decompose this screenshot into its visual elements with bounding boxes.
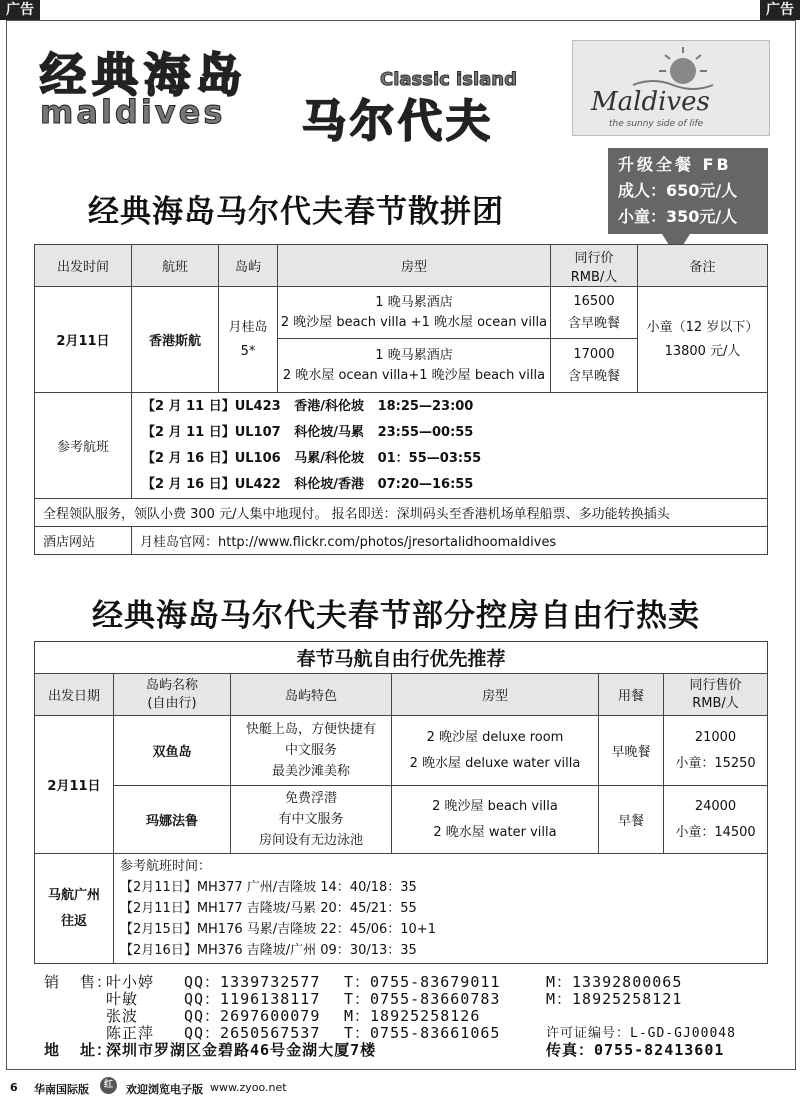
- contact-qq: QQ：2650567537: [184, 1024, 321, 1042]
- island-1-feature: 中文服务: [284, 743, 337, 758]
- island-2-name: 玛娜法鲁: [114, 786, 231, 854]
- island-rating: 5*: [240, 343, 256, 359]
- sales-label: 销 售：: [44, 973, 113, 991]
- cell-island: [219, 287, 278, 393]
- contact-mobile: M：13392800065: [546, 973, 683, 991]
- ad-label-right: 广告: [760, 0, 800, 20]
- th-note: 备注: [638, 245, 768, 287]
- website-link[interactable]: 月桂岛官网：http://www.flickr.com/photos/jresortalidhoomaldives: [132, 527, 768, 555]
- logo-tagline: the sunny side of life: [609, 119, 704, 129]
- ref-flights-label: 参考航班: [35, 393, 132, 499]
- price-option-2-meal: 含早晚餐: [567, 368, 620, 384]
- mh-flights-list: [114, 854, 768, 964]
- contact-row: [44, 974, 774, 991]
- contact-mobile: M：18925258126: [344, 1007, 481, 1025]
- edition-name: 华南国际版: [34, 1083, 89, 1096]
- island-1-price-adult: 21000: [694, 729, 737, 745]
- contact-qq: QQ：1196138117: [184, 990, 321, 1008]
- banner-subtitle-en: Classic island: [380, 69, 517, 90]
- fax: 传真：0755-82413601: [546, 1041, 725, 1059]
- th-date: 出发时间: [35, 245, 132, 287]
- room-option-2: [278, 339, 551, 393]
- island-2-rooms: [392, 786, 599, 854]
- website-label: 酒店网站: [35, 527, 132, 555]
- contacts-block: [44, 974, 774, 1059]
- spacer: [44, 1008, 106, 1025]
- section2-title: 经典海岛马尔代夫春节部分控房自由行热卖: [92, 598, 700, 634]
- th-flight: 航班: [132, 245, 219, 287]
- room-option-1-line-1: 1 晚马累酒店: [375, 294, 453, 310]
- cell-date: 2月11日: [35, 287, 132, 393]
- island-1-features: [231, 716, 392, 786]
- th-price: [551, 245, 638, 287]
- mh-flight-row: 【2月15日】MH176 马累/吉隆坡 22：45/06：10+1: [120, 922, 436, 937]
- th2-date: 出发日期: [35, 674, 114, 716]
- th-room: 房型: [278, 245, 551, 287]
- island-2-room: 2 晚沙屋 beach villa: [432, 798, 558, 814]
- th2-island-l1: 岛屿名称: [145, 677, 198, 693]
- site-url[interactable]: www.zyoo.net: [210, 1081, 287, 1094]
- island-1-feature: 最美沙滩美称: [271, 764, 350, 779]
- ad-label-left: 广告: [0, 0, 40, 20]
- contact-qq: QQ：1339732577: [184, 973, 321, 991]
- contact-name: 陈正萍: [106, 1024, 155, 1042]
- th2-meal: 用餐: [599, 674, 664, 716]
- th2-price-unit: RMB/人: [692, 695, 739, 711]
- th2-price-label: 同行售价: [689, 677, 742, 693]
- free-travel-table-title: 春节马航自由行优先推荐: [35, 642, 768, 674]
- ref-flight-row: 【2 月 11 日】UL423 香港/科伦坡 18:25—23:00: [142, 398, 474, 414]
- maldives-logo: [572, 40, 770, 136]
- upgrade-callout: [608, 148, 768, 234]
- upgrade-line-3: 小童：350元/人: [618, 207, 738, 226]
- island-2-feature: 免费浮潜: [284, 791, 337, 806]
- th-price-unit: RMB/人: [570, 269, 618, 285]
- note-line-1: 小童（12 岁以下）: [646, 319, 759, 335]
- th2-price: [664, 674, 768, 716]
- banner: [20, 35, 580, 145]
- island-1-price-child: 小童：15250: [675, 755, 756, 771]
- island-2-price-adult: 24000: [694, 798, 737, 814]
- mh-flight-row: 【2月11日】MH177 吉隆坡/马累 20：45/21：55: [120, 901, 417, 916]
- room-option-2-line-1: 1 晚马累酒店: [375, 347, 453, 363]
- th2-feature: 岛屿特色: [231, 674, 392, 716]
- ref-flight-row: 【2 月 16 日】UL422 科伦坡/香港 07:20—16:55: [142, 476, 474, 492]
- island-1-room: 2 晚沙屋 deluxe room: [426, 729, 564, 745]
- room-option-2-line-2: 2 晚水屋 ocean villa+1 晚沙屋 beach villa: [282, 367, 546, 383]
- note-line-2: 13800 元/人: [664, 343, 741, 359]
- banner-name-cn: 马尔代夫: [302, 96, 494, 147]
- ref-flight-row: 【2 月 11 日】UL107 科伦坡/马累 23:55—00:55: [142, 424, 474, 440]
- price-option-1: [551, 287, 638, 339]
- sun-icon: [573, 41, 769, 91]
- cell2-date: 2月11日: [35, 716, 114, 854]
- contact-qq: QQ：2697600079: [184, 1007, 321, 1025]
- contact-row: [44, 1008, 774, 1025]
- address-label: 地 址：: [44, 1041, 113, 1059]
- island-2-price-child: 小童：14500: [675, 824, 756, 840]
- upgrade-line-2: 成人：650元/人: [618, 181, 738, 200]
- mh-flight-row: 【2月16日】MH376 吉隆坡/广州 09：30/13：35: [120, 943, 417, 958]
- contact-tel: T：0755-83660783: [344, 990, 501, 1008]
- contact-mobile: M：18925258121: [546, 990, 683, 1008]
- ref-flight-row: 【2 月 16 日】UL106 马累/科伦坡 01：55—03:55: [142, 450, 482, 466]
- contact-name: 叶敏: [106, 990, 139, 1008]
- page-footer: [0, 1074, 800, 1100]
- free-travel-table: [34, 641, 768, 964]
- price-option-1-meal: 含早晚餐: [567, 315, 620, 331]
- mh-route-label-l1: 马航广州: [47, 887, 100, 903]
- price-option-2-value: 17000: [573, 346, 615, 362]
- island-1-feature: 快艇上岛，方便快捷有: [245, 722, 376, 737]
- island-2-room: 2 晚水屋 water villa: [433, 824, 557, 840]
- welcome-text: 欢迎浏览电子版: [126, 1083, 203, 1096]
- room-option-1-line-2: 2 晚沙屋 beach villa +1 晚水屋 ocean villa: [280, 314, 548, 330]
- banner-name-en: maldives: [40, 93, 226, 131]
- section1-title: 经典海岛马尔代夫春节散拼团: [88, 194, 504, 230]
- spacer: [44, 1025, 106, 1042]
- island-2-price: [664, 786, 768, 854]
- th2-island-l2: (自由行): [147, 695, 197, 711]
- contact-name: 叶小婷: [106, 973, 155, 991]
- address-row: [44, 1042, 774, 1059]
- island-2-feature: 房间设有无边泳池: [258, 833, 363, 848]
- upgrade-line-1: 升级全餐 FB: [618, 155, 732, 174]
- price-option-1-value: 16500: [573, 293, 615, 309]
- island-2-meal: 早餐: [599, 786, 664, 854]
- price-option-2: [551, 339, 638, 393]
- island-1-meal: 早晚餐: [599, 716, 664, 786]
- publisher-logo-icon: 红: [100, 1077, 117, 1094]
- license-number: 许可证编号：L-GD-GJ00048: [546, 1026, 736, 1041]
- service-note: 全程领队服务，领队小费 300 元/人集中地现付。 报名即送：深圳码头至香港机场单程船票、多功能转换插头: [35, 499, 768, 527]
- island-2-feature: 有中文服务: [278, 812, 344, 827]
- banner-title-cn: 经典海岛: [40, 48, 248, 102]
- island-2-features: [231, 786, 392, 854]
- island-1-price: [664, 716, 768, 786]
- mh-flight-row: 【2月11日】MH377 广州/吉隆坡 14：40/18：35: [120, 880, 417, 895]
- ref-flights-list: [132, 393, 768, 499]
- contact-tel: T：0755-83679011: [344, 973, 501, 991]
- address: 深圳市罗湖区金碧路46号金湖大厦7楼: [106, 1041, 377, 1059]
- page-number: 6: [10, 1081, 18, 1094]
- contact-tel: T：0755-83661065: [344, 1024, 501, 1042]
- spacer: [44, 991, 106, 1008]
- th2-island: [114, 674, 231, 716]
- island-1-name: 双鱼岛: [114, 716, 231, 786]
- logo-name: Maldives: [591, 87, 710, 117]
- cell-airline: 香港斯航: [132, 287, 219, 393]
- island-name: 月桂岛: [228, 319, 268, 335]
- contact-name: 张波: [106, 1007, 139, 1025]
- group-tour-table: [34, 244, 768, 555]
- th2-room: 房型: [392, 674, 599, 716]
- mh-flights-title: 参考航班时间：: [120, 859, 212, 874]
- mh-route-label-l2: 往返: [60, 913, 87, 929]
- th-price-label: 同行价: [574, 250, 614, 266]
- contact-row: [44, 1025, 774, 1042]
- room-option-1: [278, 287, 551, 339]
- contact-row: [44, 991, 774, 1008]
- mh-route-label: [35, 854, 114, 964]
- island-1-room: 2 晚水屋 deluxe water villa: [409, 755, 581, 771]
- cell-note: [638, 287, 768, 393]
- island-1-rooms: [392, 716, 599, 786]
- th-island: 岛屿: [219, 245, 278, 287]
